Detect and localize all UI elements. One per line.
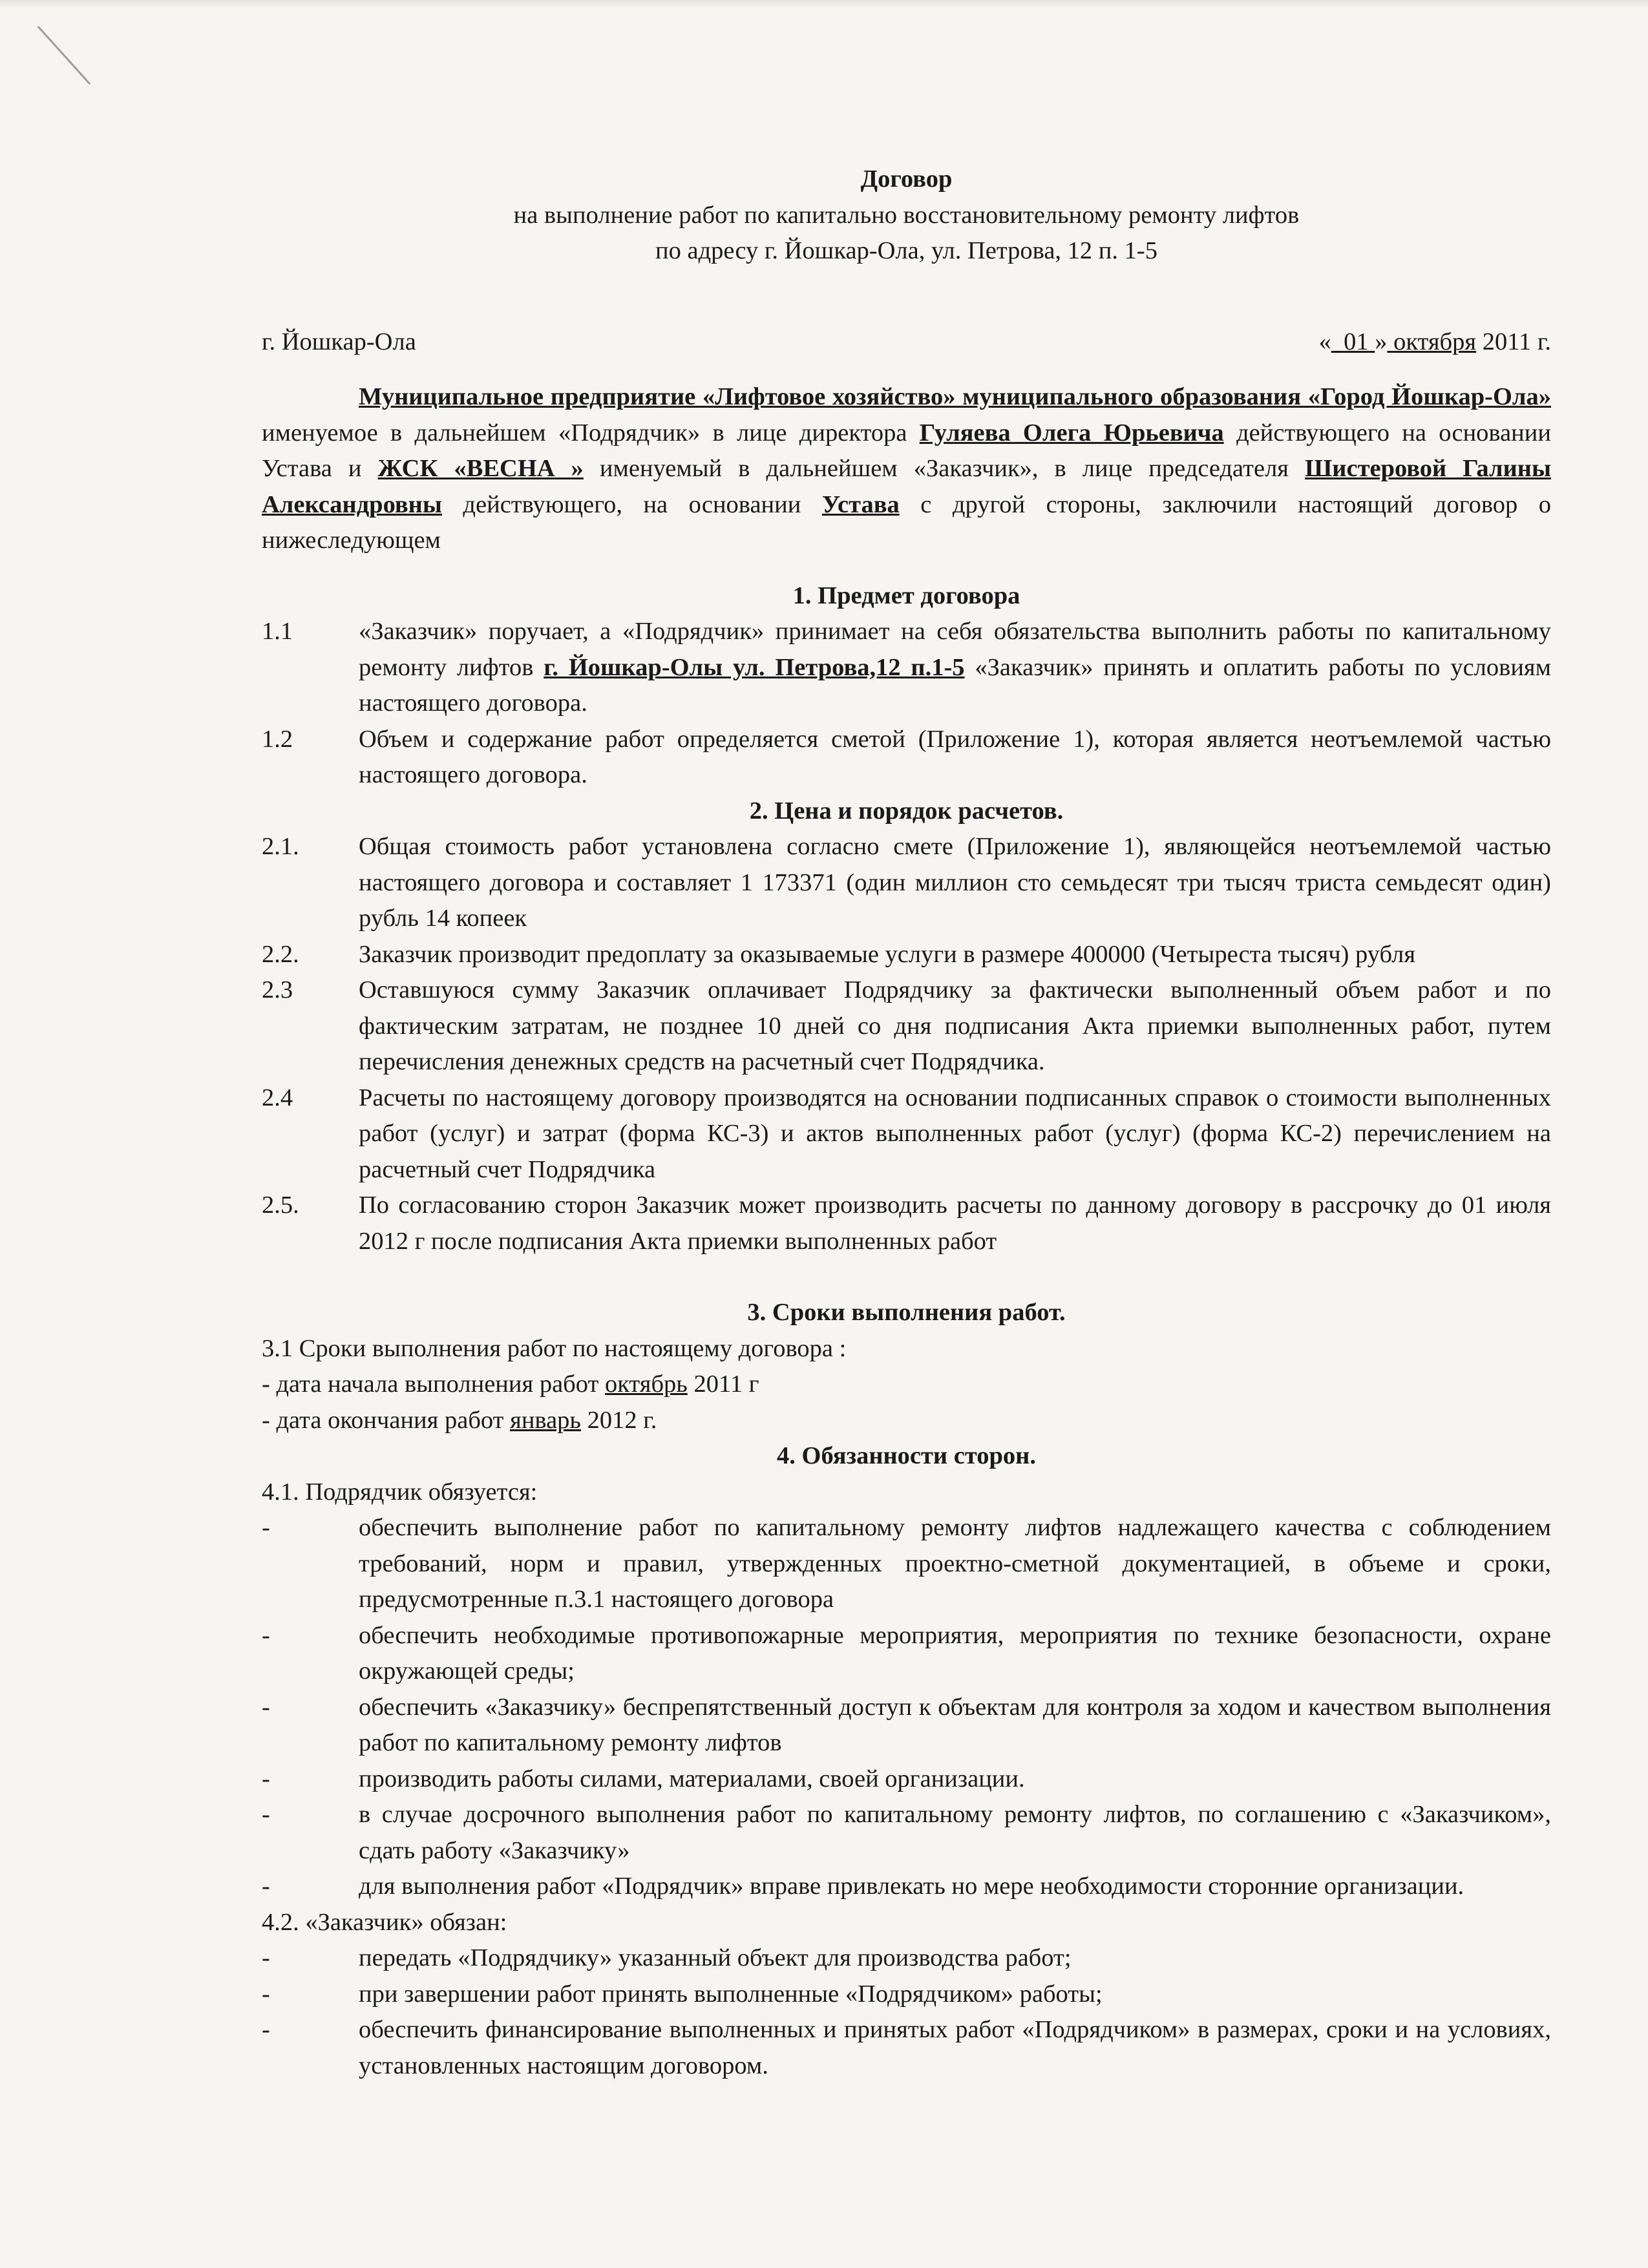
contractor-duty-5: - в случае досрочного выполнения работ по капитальному ремонту лифтов, по соглашению с «Заказчиком», сдать работу «Заказчику» <box>262 1801 1551 1864</box>
date-day: 01 <box>1344 328 1369 355</box>
clause-1-1: 1.1 «Заказчик» поручает, а «Подрядчик» принимает на себя обязательства выполнить работы по капитальному ремонту лифтов г. Йошкар-Олы ул. Петрова,12 п.1-5 «Заказчик» принять и оплатить работы по условиям настоящего договора. <box>262 618 1551 717</box>
place-date-line <box>262 324 1551 361</box>
section-1-heading: 1. Предмет договора <box>792 582 1020 609</box>
section-2-heading: 2. Цена и порядок расчетов. <box>749 797 1064 824</box>
clause-4-2: 4.2. «Заказчик» обязан: <box>262 1908 507 1936</box>
scan-edge <box>0 0 1648 9</box>
customer-duty-3: - обеспечить финансирование выполненных и принятых работ «Подрядчиком» в размерах, сроки и на условиях, установленных настоящим договором. <box>262 2016 1551 2079</box>
section-4-heading: 4. Обязанности сторон. <box>777 1442 1036 1469</box>
customer-duty-2: - при завершении работ принять выполненные «Подрядчиком» работы; <box>262 1980 1103 2008</box>
section-3-heading: 3. Сроки выполнения работ. <box>747 1299 1066 1326</box>
city: г. Йошкар-Ола <box>262 328 416 355</box>
clause-2-4: 2.4 Расчеты по настоящему договору производятся на основании подписанных справок о стоимости выполненных работ (услуг) и затрат (форма КС-3) и актов выполненных работ (услуг) (форма КС-2) перечислением на расчетный счет Подрядчика <box>262 1084 1551 1183</box>
preamble: Муниципальное предприятие «Лифтовое хозяйство» муниципального образования «Город Йошкар-Ола» именуемое в дальнейшем «Подрядчик» в лице директора Гуляева Олега Юрьевича действующего на основании Устава и ЖСК «ВЕСНА » именуемый в дальнейшем «Заказчик», в лице председателя Шистеровой Галины Александровны действующего, на основании Устава с другой стороны, заключили настоящий договор о нижеследующем <box>262 383 1552 554</box>
doc-subtitle-1: на выполнение работ по капитально восстановительному ремонту лифтов <box>513 201 1300 229</box>
clause-4-1: 4.1. Подрядчик обязуется: <box>262 1478 538 1506</box>
contractor-duty-6: - для выполнения работ «Подрядчик» вправе привлекать но мере необходимости сторонние организации. <box>262 1873 1464 1900</box>
doc-subtitle-2: по адресу г. Йошкар-Ола, ул. Петрова, 12 п. 1-5 <box>655 237 1157 264</box>
end-date-line: - дата окончания работ январь 2012 г. <box>262 1406 657 1434</box>
clause-2-2: 2.2. Заказчик производит предоплату за оказываемые услуги в размере 400000 (Четыреста тысяч) рубля <box>262 940 1416 968</box>
contractor-duty-2: - обеспечить необходимые противопожарные мероприятия, мероприятия по технике безопасности, охране окружающей среды; <box>262 1621 1551 1685</box>
corner-fold-mark <box>37 26 91 85</box>
clause-2-5: 2.5. По согласованию сторон Заказчик может производить расчеты по данному договору в рассрочку до 01 июля 2012 г после подписания Акта приемки выполненных работ <box>262 1192 1551 1255</box>
clause-3-1: 3.1 Сроки выполнения работ по настоящему договора : <box>262 1334 847 1362</box>
contractor-duty-4: - производить работы силами, материалами, своей организации. <box>262 1765 1025 1792</box>
customer-duty-1: - передать «Подрядчику» указанный объект для производства работ; <box>262 1944 1072 1971</box>
clause-1-2: 1.2 Объем и содержание работ определяется сметой (Приложение 1), которая является неотъемлемой частью настоящего договора. <box>262 725 1551 788</box>
doc-title: Договор <box>860 165 953 193</box>
start-date-line: - дата начала выполнения работ октябрь 2011 г <box>262 1370 759 1398</box>
contractor-duty-3: - обеспечить «Заказчику» беспрепятственный доступ к объектам для контроля за ходом и качеством выполнения работ по капитальному ремонту лифтов <box>262 1693 1551 1756</box>
clause-2-3: 2.3 Оставшуюся сумму Заказчик оплачивает Подрядчику за фактически выполненный объем работ и по фактическим затратам, не позднее 10 дней со дня подписания Акта приемки выполненных работ, путем перечисления денежных средств на расчетный счет Подрядчика. <box>262 976 1551 1075</box>
date: « 01 » октября 2011 г. <box>1318 328 1551 355</box>
date-month: октября <box>1393 328 1477 355</box>
contractor-duty-1: - обеспечить выполнение работ по капитальному ремонту лифтов надлежащего качества с соблюдением требований, норм и правил, утвержденных проектно-сметной документацией, в объеме и сроки, предусмотренные п.3.1 настоящего договора <box>262 1514 1551 1613</box>
clause-2-1: 2.1. Общая стоимость работ установлена согласно смете (Приложение 1), являющейся неотъемлемой частью настоящего договора и составляет 1 173371 (один миллион сто семьдесят три тысяч триста семьдесят один) рубль 14 копеек <box>262 833 1551 932</box>
contract-body <box>262 162 1551 2084</box>
